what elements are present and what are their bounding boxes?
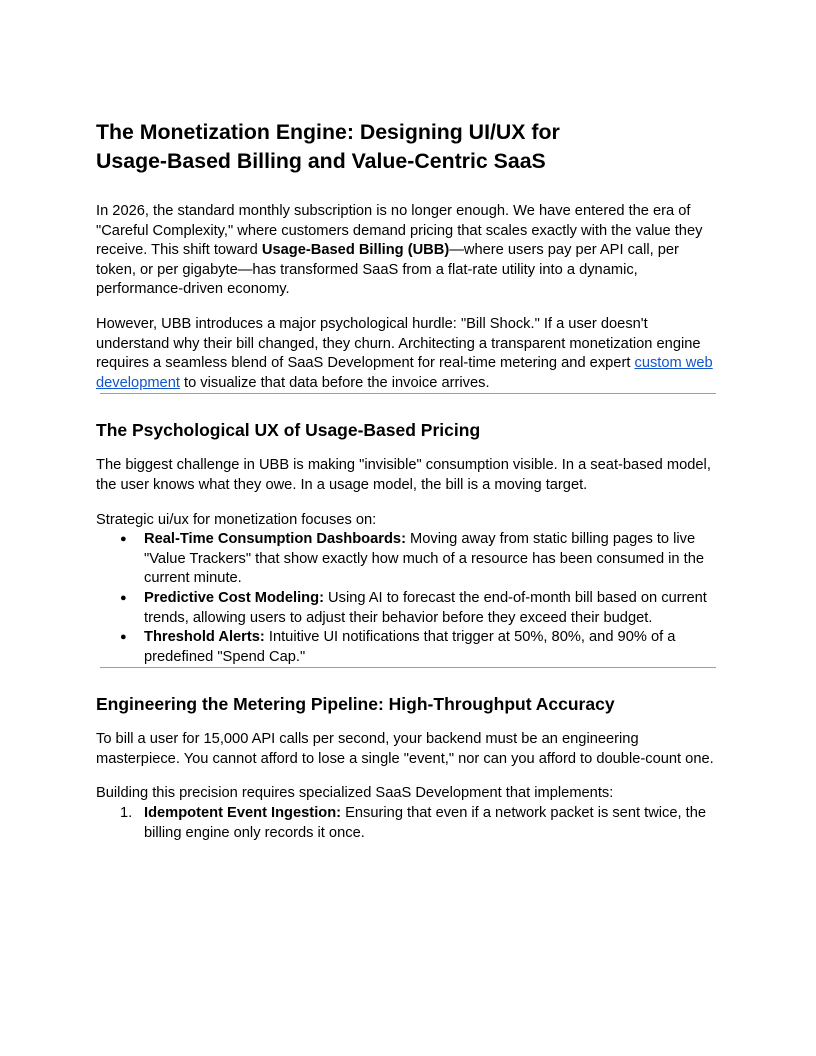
intro-p2-start: However, UBB introduces a major psychological hurdle: "Bill Shock." If a user doesn't understand why their bill changed, they churn. Architecting a transparent monetization engine requires a seamless blend of SaaS Development for real-time metering and expert [96,315,701,372]
section1-paragraph-2: Strategic ui/ux for monetization focuses on: [96,511,377,528]
list-item-bold: Threshold Alerts: [144,629,265,646]
bullet-icon: ● [120,591,127,604]
intro-paragraph-2 [96,315,720,393]
list-item-text: Using AI to forecast the end-of-month bill based on current trends, allowing users to adjust their behavior before they exceed their budget. [144,589,707,626]
document-title: The Monetization Engine: Designing UI/UX for Usage-Based Billing and Value-Centric SaaS [96,120,560,173]
list-item [96,589,720,628]
list-item [96,530,720,589]
intro-p1-end: —where users pay per API call, per token, or per gigabyte—has transformed SaaS from a flat-rate utility into a dynamic, performance-driven economy. [96,242,679,298]
bullet-icon: ● [120,533,127,546]
strategy-bullet-list [96,530,720,667]
section2-paragraph-1: To bill a user for 15,000 API calls per second, your backend must be an engineering masterpiece. You cannot afford to lose a single "event," nor can you afford to double-count one. [96,731,714,767]
list-item-bold: Real-Time Consumption Dashboards: [144,531,406,548]
list-item-bold: Predictive Cost Modeling: [144,589,324,606]
custom-web-development-link[interactable]: custom web development [96,355,713,391]
list-item-text: Ensuring that even if a network packet is sent twice, the billing engine only records it once. [144,805,707,841]
list-item-text: Moving away from static billing pages to live "Value Trackers" that show exactly how much of a resource has been consumed in the current minute. [144,531,705,587]
intro-p2-end: to visualize that data before the invoice arrives. [179,374,490,391]
list-item-bold: Idempotent Event Ingestion: [144,805,342,822]
list-number: 1. [120,805,133,822]
intro-p1-bold: Usage-Based Billing (UBB) [261,242,450,259]
section-divider-2 [100,667,716,668]
bullet-icon: ● [120,631,127,644]
section-heading-psychological-ux: The Psychological UX of Usage-Based Pricing [96,420,481,441]
list-item [96,628,720,667]
section-divider-1 [100,393,716,394]
section2-paragraph-2: Building this precision requires specialized SaaS Development that implements: [96,785,614,802]
implementation-numbered-list [96,804,720,843]
section1-paragraph-1: The biggest challenge in UBB is making "invisible" consumption visible. In a seat-based model, the user knows what they owe. In a usage model, the bill is a moving target. [96,457,711,493]
list-item [96,804,720,843]
list-item-text: Intuitive UI notifications that trigger at 50%, 80%, and 90% of a predefined "Spend Cap." [144,629,676,665]
intro-p1-start: In 2026, the standard monthly subscription is no longer enough. We have entered the era of "Careful Complexity," where customers demand pricing that scales exactly with the value they receive. This shift toward [96,203,703,259]
document-body [96,118,720,843]
intro-paragraph-1 [96,202,720,300]
section-heading-metering-pipeline: Engineering the Metering Pipeline: High-Throughput Accuracy [96,694,615,715]
